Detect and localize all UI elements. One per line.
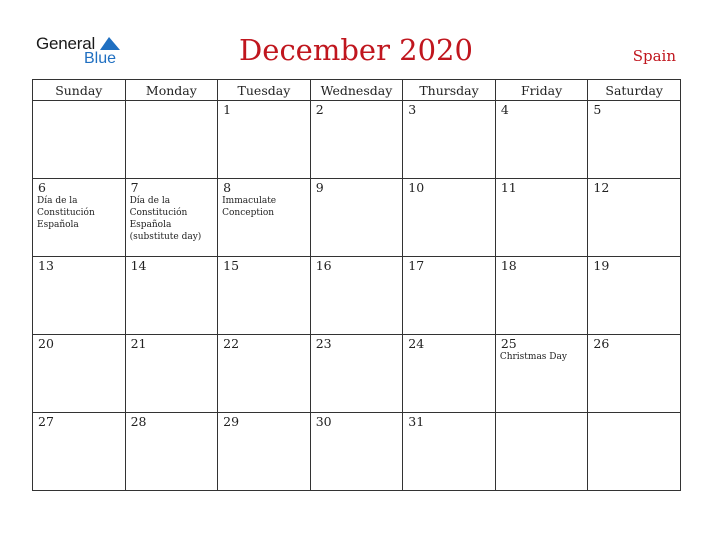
day-number: 27 (38, 414, 54, 429)
day-number: 26 (593, 336, 610, 351)
day-cell (495, 101, 588, 179)
holiday-label: Immaculate Conception (222, 196, 277, 218)
weekday-tuesday: Tuesday (218, 80, 311, 101)
calendar-title: December 2020 (239, 33, 473, 67)
day-cell (588, 179, 681, 257)
day-number: 23 (315, 336, 332, 351)
day-number: 2 (315, 102, 324, 117)
day-cell (33, 101, 126, 179)
day-number (33, 101, 125, 102)
day-cell (218, 179, 311, 257)
day-cell (495, 257, 588, 335)
day-cell (403, 335, 496, 413)
day-cell (33, 335, 126, 413)
week-row (33, 257, 681, 335)
weekday-thursday: Thursday (403, 80, 496, 101)
day-number: 29 (223, 414, 240, 429)
day-cell (310, 101, 403, 179)
day-number: 15 (223, 258, 240, 273)
weekday-friday: Friday (495, 80, 588, 101)
day-cell (33, 179, 126, 257)
day-cell (125, 257, 218, 335)
day-number: 6 (38, 180, 46, 195)
day-number: 31 (408, 414, 425, 429)
holiday-label: Christmas Day (499, 352, 567, 362)
day-cell (403, 257, 496, 335)
day-cell (310, 257, 403, 335)
day-number (588, 413, 680, 414)
day-number: 30 (315, 414, 332, 429)
day-number (126, 101, 218, 102)
day-cell (588, 335, 681, 413)
day-cell (310, 335, 403, 413)
day-number: 24 (408, 336, 425, 351)
day-number: 13 (38, 258, 54, 273)
day-cell (588, 257, 681, 335)
day-cell (310, 413, 403, 491)
day-number (496, 413, 588, 414)
day-number: 4 (500, 102, 509, 117)
day-number: 16 (315, 258, 332, 273)
day-number: 9 (315, 180, 324, 195)
day-cell (218, 335, 311, 413)
day-number: 19 (593, 258, 610, 273)
day-cell (495, 335, 588, 413)
day-cell (588, 101, 681, 179)
holiday-label: Día de la Constitución Española (37, 196, 95, 230)
day-cell (588, 413, 681, 491)
day-cell (218, 257, 311, 335)
day-number: 7 (130, 180, 139, 195)
day-cell (495, 413, 588, 491)
weekday-saturday: Saturday (588, 80, 681, 101)
day-number: 10 (408, 180, 425, 195)
day-number: 1 (223, 102, 232, 117)
week-row (33, 101, 681, 179)
day-cell (310, 179, 403, 257)
day-cell (125, 413, 218, 491)
day-number: 28 (130, 414, 147, 429)
day-cell (125, 101, 218, 179)
day-cell (33, 413, 126, 491)
day-number: 8 (223, 180, 232, 195)
day-number: 3 (408, 102, 417, 117)
day-cell (403, 101, 496, 179)
holiday-label: Día de la Constitución Española (substitute day) (129, 196, 202, 242)
day-cell (403, 413, 496, 491)
day-number: 21 (130, 336, 147, 351)
day-number: 25 (500, 336, 517, 351)
week-row (33, 335, 681, 413)
day-cell (218, 101, 311, 179)
day-cell (125, 335, 218, 413)
day-cell (218, 413, 311, 491)
weekday-sunday: Sunday (33, 80, 126, 101)
day-number: 18 (500, 258, 517, 273)
weekday-header-row (33, 80, 681, 101)
week-row (33, 179, 681, 257)
day-number: 12 (593, 180, 610, 195)
country-label: Spain (632, 47, 676, 65)
day-number: 5 (593, 102, 602, 117)
day-cell (495, 179, 588, 257)
day-number: 17 (408, 258, 425, 273)
calendar-grid (32, 79, 681, 491)
day-cell (403, 179, 496, 257)
day-number: 20 (38, 336, 54, 351)
logo-text-general: General (36, 34, 96, 53)
day-number: 14 (130, 258, 147, 273)
logo-text-blue: Blue (84, 50, 117, 67)
day-cell (33, 257, 126, 335)
weekday-monday: Monday (125, 80, 218, 101)
weekday-wednesday: Wednesday (310, 80, 403, 101)
week-row (33, 413, 681, 491)
day-number: 11 (500, 180, 517, 195)
day-cell (125, 179, 218, 257)
day-number: 22 (223, 336, 240, 351)
